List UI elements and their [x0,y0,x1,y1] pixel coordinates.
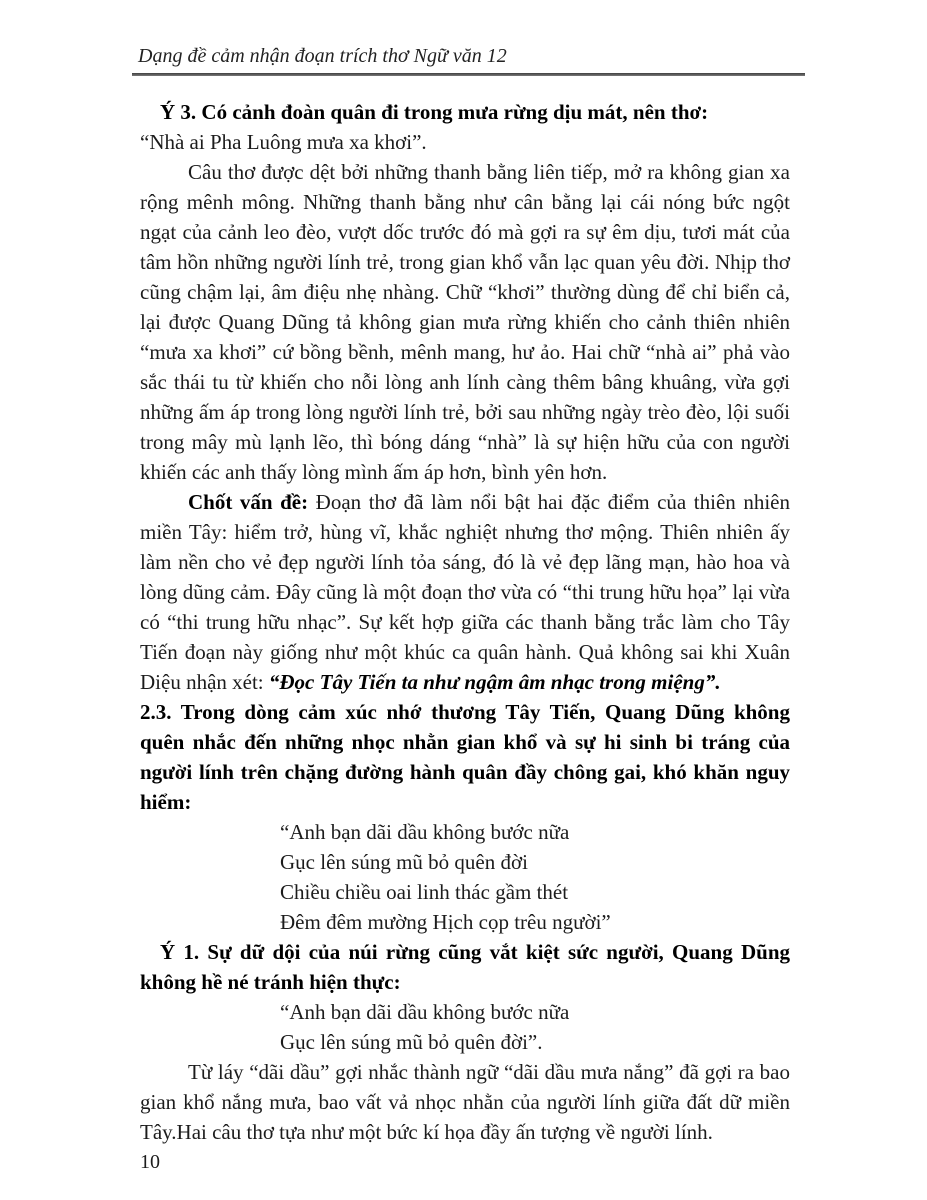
chot-van-de-label: Chốt vấn đề: [188,490,309,514]
header-rule [132,73,805,76]
body-text [140,97,790,1177]
paragraph-cau-tho: Câu thơ được dệt bởi những thanh bằng liên tiếp, mở ra không gian xa rộng mênh mông. Những thanh bằng như cân bằng lại cái nóng bức ngột ngạt của cảnh leo đèo, vượt dốc trước đó mà gợi ra sự êm dịu, tươi mát của tâm hồn những người lính trẻ, trong gian khổ vẫn lạc quan yêu đời. Nhịp thơ cũng chậm lại, âm điệu nhẹ nhàng. Chữ “khơi” thường dùng để chỉ biển cả, lại được Quang Dũng tả không gian mưa rừng khiến cho cảnh thiên nhiên “mưa xa khơi” cứ bồng bềnh, mênh mang, hư ảo. Hai chữ “nhà ai” phả vào sắc thái tu từ khiến cho nỗi lòng anh lính càng thêm bâng khuâng, vừa gợi những ấm áp trong lòng người lính trẻ, bởi sau những ngày trèo đèo, lội suối trong mây mù lạnh lẽo, thì bóng dáng “nhà” là sự hiện hữu của con người khiến các anh thấy lòng mình ấm áp hơn, bình yên hơn. [140,160,790,484]
poem-block-1 [280,817,790,937]
heading-y3: Ý 3. Có cảnh đoàn quân đi trong mưa rừng dịu mát, nên thơ: [160,100,709,124]
quote-nha-ai: “Nhà ai Pha Luông mưa xa khơi”. [140,130,427,154]
paragraph-chot-van-de [140,487,790,697]
heading-y1: Ý 1. Sự dữ dội của núi rừng cũng vắt kiệt sức người, Quang Dũng không hề né tránh hiện thực: [140,940,790,994]
poem-line: “Anh bạn dãi dầu không bước nữa [280,820,570,844]
poem-line: Gục lên súng mũ bỏ quên đời”. [280,1030,543,1054]
chot-van-de-body: Đoạn thơ đã làm nổi bật hai đặc điểm của thiên nhiên miền Tây: hiểm trở, hùng vĩ, khắc nghiệt nhưng thơ mộng. Thiên nhiên ấy làm nền cho vẻ đẹp người lính tỏa sáng, đó là vẻ đẹp lãng mạn, hào hoa và lòng dũng cảm. Đây cũng là một đoạn thơ vừa có “thi trung hữu họa” lại vừa có “thi trung hữu nhạc”. Sự kết hợp giữa các thanh bằng trắc làm cho Tây Tiến đoạn này giống như một khúc ca quân hành. Quả không sai khi Xuân Diệu nhận xét: [140,490,790,694]
header-title: Dạng đề cảm nhận đoạn trích thơ Ngữ văn 12 [138,45,507,67]
poem-line: Chiều chiều oai linh thác gầm thét [280,880,569,904]
xuan-dieu-quote: “Đọc Tây Tiến ta như ngậm âm nhạc trong miệng”. [268,670,721,694]
page-number: 10 [140,1151,160,1173]
heading-2-3: 2.3. Trong dòng cảm xúc nhớ thương Tây Tiến, Quang Dũng không quên nhắc đến những nhọc nhằn gian khổ và sự hi sinh bi tráng của người lính trên chặng đường hành quân đầy chông gai, khó khăn nguy hiểm: [140,700,790,814]
poem-block-2 [280,997,790,1057]
poem-line: Đêm đêm mường Hịch cọp trêu người” [280,910,611,934]
poem-line: Gục lên súng mũ bỏ quên đời [280,850,528,874]
poem-line: “Anh bạn dãi dầu không bước nữa [280,1000,570,1024]
running-header [132,44,805,76]
paragraph-tu-lay: Từ láy “dãi dầu” gợi nhắc thành ngữ “dãi dầu mưa nắng” đã gợi ra bao gian khổ nắng mưa, bao vất vả nhọc nhằn của người lính giữa đất dữ miền Tây.Hai câu thơ tựa như một bức kí họa đầy ấn tượng về người lính. [140,1060,790,1144]
